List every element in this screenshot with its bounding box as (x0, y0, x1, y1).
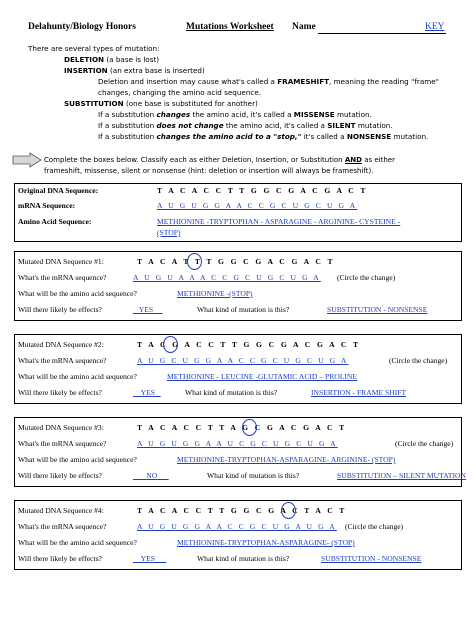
mutation-1-effects: YES (138, 305, 154, 314)
mutation-2-type: INSERTION - FRAME SHIFT (311, 388, 407, 397)
mutation-3-type: SUBSTITUTION – SILENT MUTATION (337, 471, 466, 480)
mutation-3-effects: NO (146, 471, 158, 480)
mutation-4-effects-question: Will there likely be effects? (18, 554, 102, 563)
mutation-1-mrna: A U G U A A A C C G C U G C U G A (133, 273, 321, 282)
mutation-1-dna: T A C A T T T G G C G A C G A C T (137, 257, 335, 266)
mutation-1-circle-note: (Circle the change) (337, 273, 396, 282)
mutation-4-circle-note: (Circle the change) (345, 522, 404, 531)
mutation-2-effects: YES (140, 388, 155, 397)
original-dna-sequence: T A C A C C T T G G C G A C G A C T (157, 186, 368, 195)
mutation-3-change-circle (242, 419, 257, 436)
intro-silent: If a substitution does not change the amino acid, it's called a SILENT mutation. (98, 121, 393, 130)
intro-lead: There are several types of mutation: (28, 44, 160, 53)
mutation-3-aa-question: What will be the amino acid sequence? (18, 455, 137, 464)
mutation-2-dna: T A C G A C C T T G G C G A C G A C T (137, 340, 361, 349)
mutation-4-type-question: What kind of mutation is this? (197, 554, 290, 563)
mutation-1-type-question: What kind of mutation is this? (197, 305, 290, 314)
mutation-1-label: Mutated DNA Sequence #1: (18, 257, 104, 266)
mutation-4-change-circle (281, 502, 296, 519)
intro-missense: If a substitution changes the amino acid, it's called a MISSENSE mutation. (98, 110, 372, 119)
mutation-1-change-circle (187, 253, 202, 270)
course-title: Delahunty/Biology Honors (28, 22, 136, 32)
mutation-4-box (14, 500, 462, 570)
mutation-1-aa-question: What will be the amino acid sequence? (18, 289, 137, 298)
name-label: Name (292, 22, 316, 32)
mutation-4-aa: METHIONINE-TRYPTOPHAN-ASPARAGINE- (STOP) (177, 538, 355, 547)
name-value: KEY (425, 22, 445, 32)
original-aa-line-1: METHIONINE -TRYPTOPHAN - ASPARAGINE - ARGININE- CYSTEINE - (157, 217, 401, 226)
intro-nonsense: If a substitution changes the amino acid to a "stop," it's called a NONSENSE mutation. (98, 132, 429, 141)
mutation-4-aa-question: What will be the amino acid sequence? (18, 538, 137, 547)
mutation-3-box (14, 417, 466, 487)
mutation-4-mrna: A U G U G G A A C C G C U G A U G A (137, 522, 337, 531)
mutation-1-aa: METHIONINE -(STOP) (177, 289, 253, 298)
mutation-1-mrna-question: What's the mRNA sequence? (18, 273, 107, 282)
mutation-3-label: Mutated DNA Sequence #3: (18, 423, 104, 432)
mutation-2-effects-question: Will there likely be effects? (18, 388, 102, 397)
mutation-3-mrna-question: What's the mRNA sequence? (18, 439, 107, 448)
original-mrna-sequence: A U G U G G A A C C G C U G C U G A (157, 201, 358, 210)
mutation-2-mrna: A U G C U G G A A C C G C U G C U G A (137, 356, 349, 365)
right-arrow-icon (12, 152, 42, 168)
intro-frameshift-2: changes, changing the amino acid sequence. (98, 88, 262, 97)
original-aa-line-2: (STOP) (157, 228, 181, 237)
mutation-4-effects: YES (140, 554, 155, 563)
mutation-4-mrna-question: What's the mRNA sequence? (18, 522, 107, 531)
mutation-2-label: Mutated DNA Sequence #2: (18, 340, 104, 349)
original-aa-label: Amino Acid Sequence: (18, 217, 92, 226)
mutation-3-mrna: A U G U G G A A U C G C U G C U G A (137, 439, 338, 448)
mutation-2-aa: METHIONINE - LEUCINE -GLUTAMIC ACID – PROLINE (167, 372, 358, 381)
original-mrna-label: mRNA Sequence: (18, 201, 76, 210)
mutation-4-label: Mutated DNA Sequence #4: (18, 506, 104, 515)
mutation-4-type: SUBSTITUTION - NONSENSE (321, 554, 422, 563)
mutation-3-dna: T A C A C C T T A G C G A C G A C T (137, 423, 347, 432)
mutation-1-effects-question: Will there likely be effects? (18, 305, 102, 314)
intro-insertion: INSERTION (an extra base is inserted) (64, 66, 205, 75)
mutation-3-effects-question: Will there likely be effects? (18, 471, 102, 480)
original-dna-label: Original DNA Sequence: (18, 186, 99, 195)
intro-substitution: SUBSTITUTION (one base is substituted for another) (64, 99, 258, 108)
mutation-1-box (14, 251, 462, 321)
mutation-2-circle-note: (Circle the change) (389, 356, 448, 365)
mutation-3-circle-note: (Circle the change) (395, 439, 454, 448)
mutation-2-box (14, 334, 462, 404)
worksheet-title: Mutations Worksheet (186, 22, 274, 32)
mutation-3-type-question: What kind of mutation is this? (207, 471, 300, 480)
instructions-line-2: frameshift, missense, silent or nonsense (hint: deletion or insertion will always be frameshift). (44, 167, 374, 175)
mutation-4-dna: T A C A C C T T G G C G A C T A C T (137, 506, 347, 515)
mutation-2-change-circle (163, 336, 178, 353)
instructions-line-1: Complete the boxes below. Classify each as either Deletion, Insertion, or Substitution AND as either (44, 156, 395, 164)
mutation-1-type: SUBSTITUTION - NONSENSE (327, 305, 428, 314)
name-field-line[interactable] (318, 33, 446, 34)
intro-deletion: DELETION (a base is lost) (64, 55, 160, 64)
original-sequence-box (14, 183, 462, 242)
mutation-2-mrna-question: What's the mRNA sequence? (18, 356, 107, 365)
mutation-2-aa-question: What will be the amino acid sequence? (18, 372, 137, 381)
intro-frameshift: Deletion and insertion may cause what's called a FRAMESHIFT, meaning the reading "frame" (98, 77, 439, 86)
mutation-3-aa: METHIONINE-TRYPTOPHAN-ASPARAGINE- ARGININE- (STOP) (177, 455, 396, 464)
mutation-2-type-question: What kind of mutation is this? (185, 388, 278, 397)
